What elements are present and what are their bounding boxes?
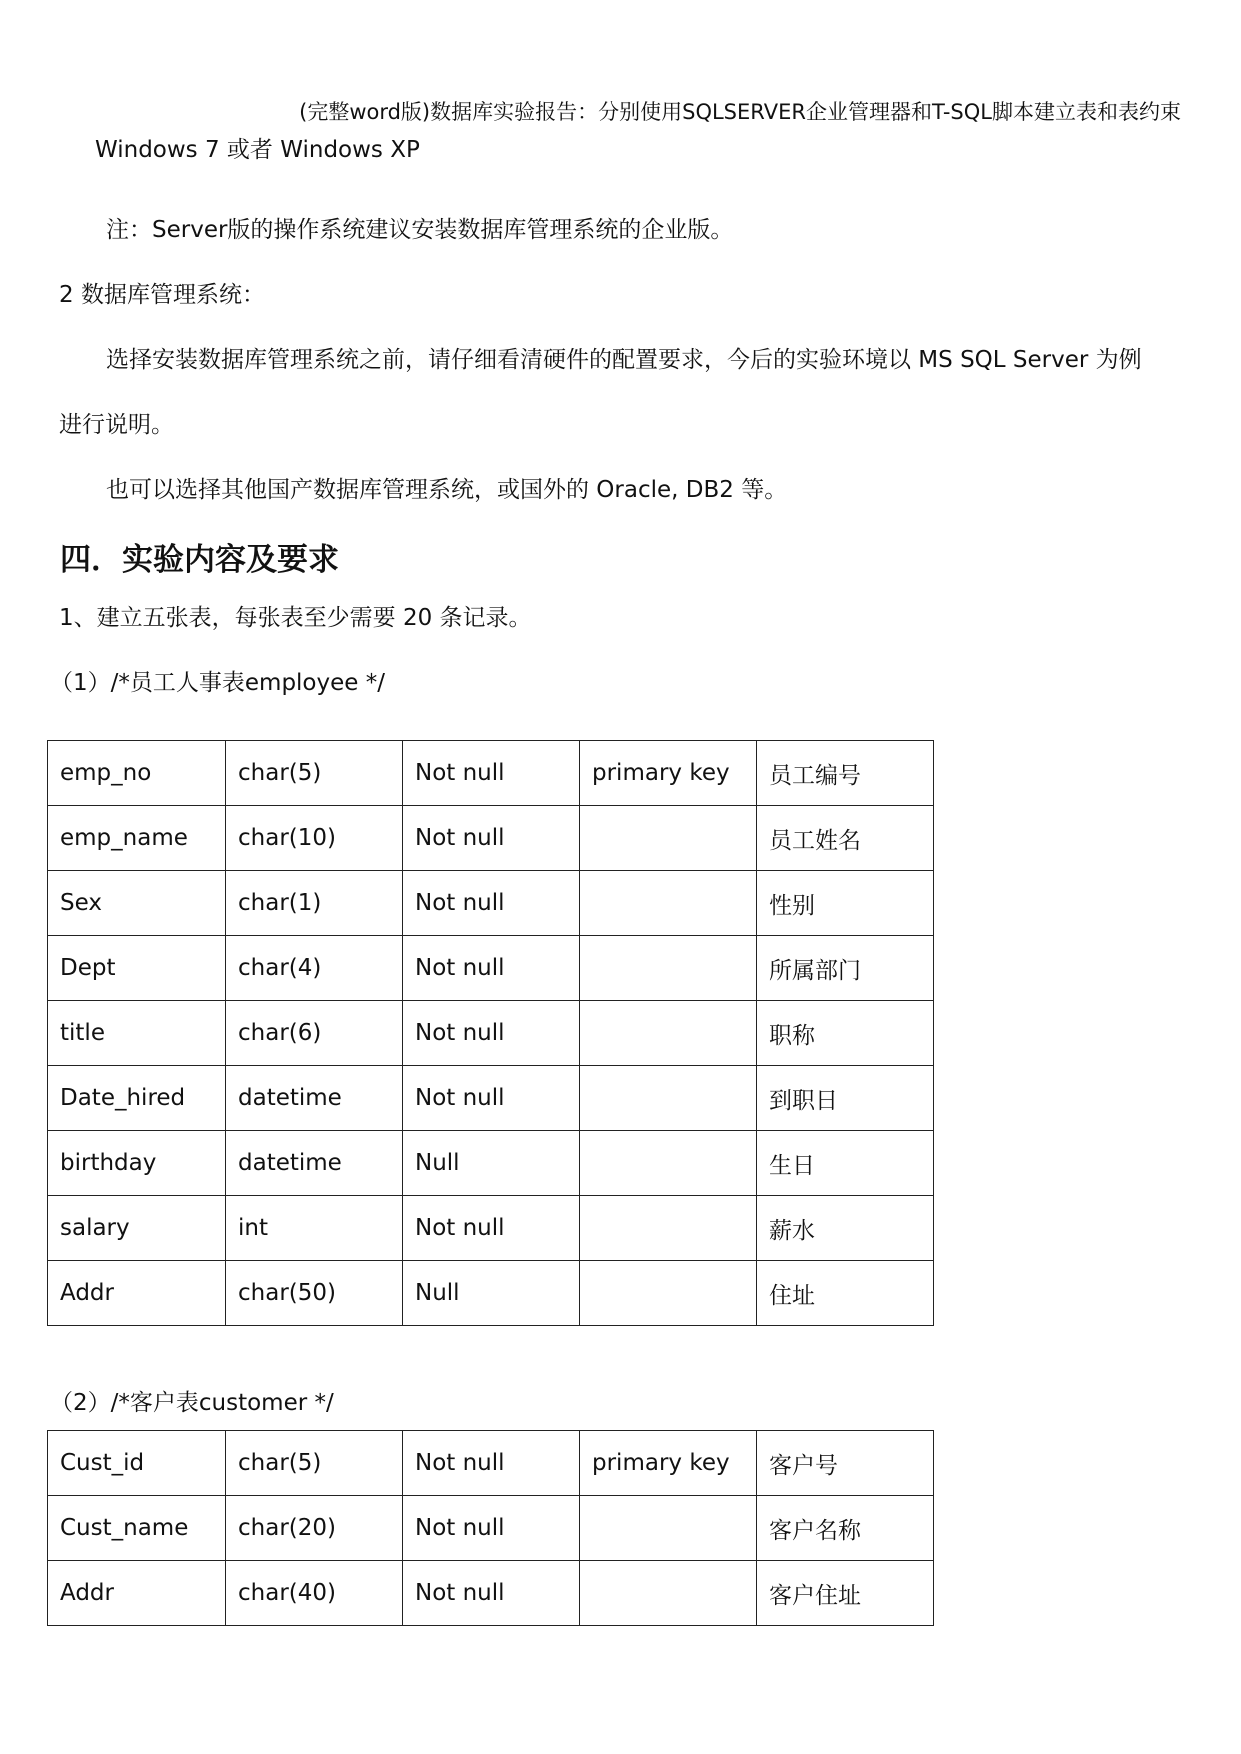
field-null: Not null bbox=[403, 1561, 580, 1626]
field-null: Not null bbox=[403, 871, 580, 936]
table-row bbox=[48, 936, 934, 1001]
table-row bbox=[48, 806, 934, 871]
field-desc: 员工编号 bbox=[757, 741, 934, 806]
field-name: Date_hired bbox=[48, 1066, 226, 1131]
table-row bbox=[48, 1561, 934, 1626]
other-dbms-line: 也可以选择其他国产数据库管理系统，或国外的 Oracle, DB2 等。 bbox=[106, 477, 788, 503]
task-1-line: 1、建立五张表，每张表至少需要 20 条记录。 bbox=[59, 605, 532, 631]
field-key bbox=[580, 1131, 757, 1196]
section-heading: 四．实验内容及要求 bbox=[60, 542, 339, 578]
field-name: salary bbox=[48, 1196, 226, 1261]
field-desc: 客户住址 bbox=[757, 1561, 934, 1626]
field-desc: 所属部门 bbox=[757, 936, 934, 1001]
field-null: Not null bbox=[403, 1196, 580, 1261]
field-key bbox=[580, 871, 757, 936]
field-type: char(50) bbox=[226, 1261, 403, 1326]
select-line-2: 进行说明。 bbox=[59, 412, 174, 438]
field-null: Not null bbox=[403, 1496, 580, 1561]
field-null: Not null bbox=[403, 1431, 580, 1496]
field-key bbox=[580, 1196, 757, 1261]
field-null: Not null bbox=[403, 1001, 580, 1066]
field-null: Null bbox=[403, 1261, 580, 1326]
field-key bbox=[580, 936, 757, 1001]
table-row bbox=[48, 1066, 934, 1131]
field-key bbox=[580, 1496, 757, 1561]
field-desc: 薪水 bbox=[757, 1196, 934, 1261]
employee-table bbox=[47, 740, 934, 1326]
select-line-1: 选择安装数据库管理系统之前，请仔细看清硬件的配置要求，今后的实验环境以 MS SQL Server 为例 bbox=[106, 347, 1142, 373]
field-desc: 性别 bbox=[757, 871, 934, 936]
field-desc: 到职日 bbox=[757, 1066, 934, 1131]
field-name: emp_name bbox=[48, 806, 226, 871]
table-row bbox=[48, 1261, 934, 1326]
field-type: char(40) bbox=[226, 1561, 403, 1626]
table-row bbox=[48, 1131, 934, 1196]
field-type: char(6) bbox=[226, 1001, 403, 1066]
field-null: Not null bbox=[403, 936, 580, 1001]
field-type: char(20) bbox=[226, 1496, 403, 1561]
field-null: Null bbox=[403, 1131, 580, 1196]
field-name: Addr bbox=[48, 1561, 226, 1626]
field-type: int bbox=[226, 1196, 403, 1261]
field-key bbox=[580, 806, 757, 871]
field-type: datetime bbox=[226, 1066, 403, 1131]
field-name: Dept bbox=[48, 936, 226, 1001]
field-key bbox=[580, 1066, 757, 1131]
page-header: (完整word版)数据库实验报告：分别使用SQLSERVER企业管理器和T-SQL脚本建立表和表约束 bbox=[299, 100, 1181, 124]
field-key: primary key bbox=[580, 1431, 757, 1496]
field-key bbox=[580, 1261, 757, 1326]
note-line: 注：Server版的操作系统建议安装数据库管理系统的企业版。 bbox=[106, 217, 734, 243]
table-row bbox=[48, 1496, 934, 1561]
field-desc: 客户名称 bbox=[757, 1496, 934, 1561]
field-type: char(10) bbox=[226, 806, 403, 871]
dbms-title: 2 数据库管理系统： bbox=[59, 282, 265, 308]
field-name: birthday bbox=[48, 1131, 226, 1196]
field-desc: 职称 bbox=[757, 1001, 934, 1066]
field-key bbox=[580, 1561, 757, 1626]
table-row bbox=[48, 1001, 934, 1066]
field-desc: 生日 bbox=[757, 1131, 934, 1196]
field-desc: 住址 bbox=[757, 1261, 934, 1326]
field-null: Not null bbox=[403, 1066, 580, 1131]
field-key: primary key bbox=[580, 741, 757, 806]
field-desc: 客户号 bbox=[757, 1431, 934, 1496]
field-type: char(5) bbox=[226, 741, 403, 806]
field-type: char(5) bbox=[226, 1431, 403, 1496]
customer-table bbox=[47, 1430, 934, 1626]
field-name: Cust_name bbox=[48, 1496, 226, 1561]
field-name: Sex bbox=[48, 871, 226, 936]
table-row bbox=[48, 1196, 934, 1261]
field-name: Addr bbox=[48, 1261, 226, 1326]
os-line: Windows 7 或者 Windows XP bbox=[95, 137, 420, 163]
field-null: Not null bbox=[403, 806, 580, 871]
field-name: title bbox=[48, 1001, 226, 1066]
field-key bbox=[580, 1001, 757, 1066]
field-name: Cust_id bbox=[48, 1431, 226, 1496]
table-row bbox=[48, 871, 934, 936]
table-row bbox=[48, 1431, 934, 1496]
field-name: emp_no bbox=[48, 741, 226, 806]
customer-table-caption: （2）/*客户表customer */ bbox=[50, 1390, 334, 1416]
field-type: char(4) bbox=[226, 936, 403, 1001]
table-row bbox=[48, 741, 934, 806]
field-desc: 员工姓名 bbox=[757, 806, 934, 871]
field-type: char(1) bbox=[226, 871, 403, 936]
field-type: datetime bbox=[226, 1131, 403, 1196]
field-null: Not null bbox=[403, 741, 580, 806]
employee-table-caption: （1）/*员工人事表employee */ bbox=[50, 670, 385, 696]
